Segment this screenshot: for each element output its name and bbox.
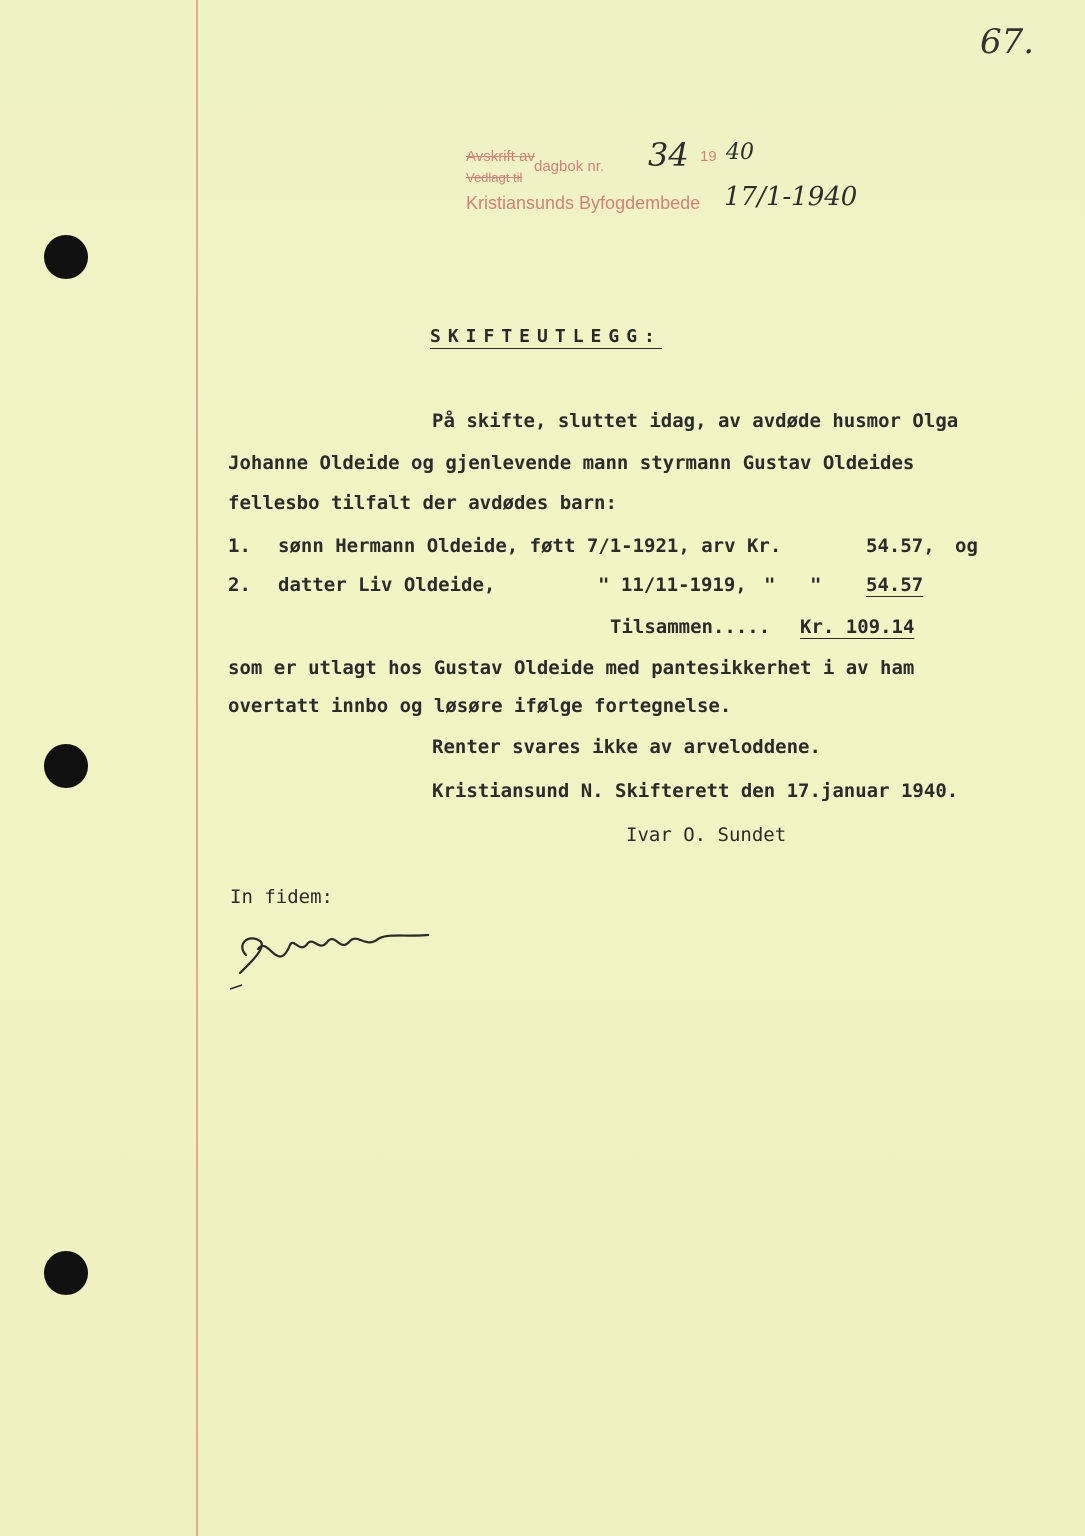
total-amount: Kr. 109.14	[800, 616, 915, 638]
stamp-avskrift: Avskrift av	[466, 148, 535, 165]
signer-name: Ivar O. Sundet	[626, 824, 787, 846]
stamp-dagbok: dagbok nr.	[534, 158, 605, 175]
stamp-year-prefix: 19	[700, 148, 717, 165]
body-line-7: overtatt innbo og løsøre ifølge fortegnelse.	[228, 695, 732, 717]
item-2-ditto-arv: "	[764, 574, 776, 596]
item-2-number: 2.	[228, 574, 251, 596]
stamp-vedlagt: Vedlagt til	[466, 170, 523, 185]
punch-hole-bottom	[44, 1251, 88, 1295]
item-2-text: datter Liv Oldeide,	[278, 574, 496, 596]
item-1-suffix: og	[955, 535, 978, 557]
handwritten-signature	[228, 915, 448, 995]
item-2-ditto-kr: "	[810, 574, 822, 596]
punch-hole-middle	[44, 744, 88, 788]
item-1-amount: 54.57,	[866, 535, 935, 557]
item-2-amount: 54.57	[866, 574, 924, 596]
journal-number: 34	[648, 136, 689, 174]
stamp-date: 17/1-1940	[724, 182, 858, 212]
body-line-2: Johanne Oldeide og gjenlevende mann styrmann Gustav Oldeides	[228, 452, 915, 474]
body-line-1: På skifte, sluttet idag, av avdøde husmor Olga	[432, 410, 959, 432]
document-title: SKIFTEUTLEGG:	[430, 326, 662, 347]
body-line-3: fellesbo tilfalt der avdødes barn:	[228, 492, 617, 514]
page-number: 67.	[980, 22, 1035, 62]
body-line-8: Renter svares ikke av arveloddene.	[432, 736, 821, 758]
body-line-6: som er utlagt hos Gustav Oldeide med pantesikkerhet i av ham	[228, 657, 915, 679]
body-line-9: Kristiansund N. Skifterett den 17.januar 1940.	[432, 780, 959, 802]
item-2-ditto-date: " 11/11-1919,	[598, 574, 747, 596]
in-fidem-label: In fidem:	[230, 886, 333, 908]
punch-hole-top	[44, 235, 88, 279]
stamp-office: Kristiansunds Byfogdembede	[466, 193, 701, 213]
total-label: Tilsammen.....	[610, 616, 771, 638]
item-1-text: sønn Hermann Oldeide, føtt 7/1-1921, arv Kr.	[278, 535, 782, 557]
journal-year: 40	[726, 140, 754, 165]
item-1-number: 1.	[228, 535, 251, 557]
margin-line	[196, 0, 198, 1536]
